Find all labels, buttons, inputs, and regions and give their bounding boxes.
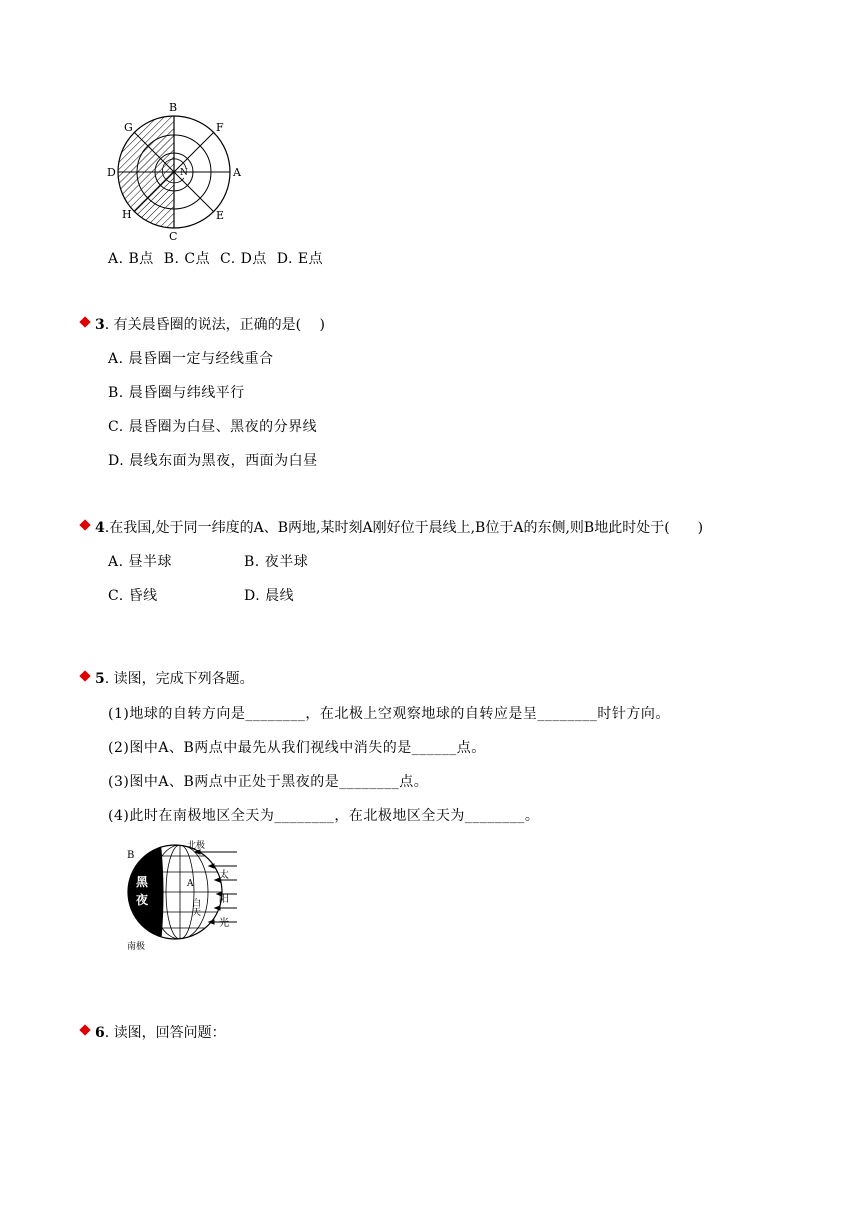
q3-option-d: D. 晨线东面为黑夜，西面为白昼 xyxy=(108,453,318,469)
q5-sub-3: (3)图中A、B两点中正处于黑夜的是________点。 xyxy=(108,774,429,790)
label-night-1: 黑 xyxy=(136,875,149,889)
q3-option-c: C. 晨昏圈为白昼、黑夜的分界线 xyxy=(108,419,318,435)
question-6 xyxy=(95,1022,226,1042)
label-e: E xyxy=(216,209,225,222)
question-3 xyxy=(95,314,325,334)
label-n: N xyxy=(180,168,188,178)
label-sun-2: 阳 xyxy=(219,894,229,905)
earth-illumination-diagram xyxy=(115,836,245,954)
question-3-number: 3 xyxy=(95,317,105,333)
question-6-stem: . 读图，回答问题： xyxy=(104,1025,226,1041)
q2-options: A. B点 B. C点 C. D点 D. E点 xyxy=(108,251,324,267)
question-5-number: 5 xyxy=(95,671,105,687)
question-3-stem: . 有关晨昏圈的说法，正确的是( ) xyxy=(104,317,326,333)
q4-option-c: C. 昏线 xyxy=(108,588,158,604)
question-6-number: 6 xyxy=(95,1025,105,1041)
label-b-point: B xyxy=(127,850,135,861)
q5-sub-2: (2)图中A、B两点中最先从我们视线中消失的是______点。 xyxy=(108,740,486,756)
question-5-stem: . 读图，完成下列各题。 xyxy=(104,671,254,687)
label-night-2: 夜 xyxy=(136,893,149,907)
question-4-stem: .在我国,处于同一纬度的A、B两地,某时刻A刚好位于晨线上,B位于A的东侧,则B地此时处于( ) xyxy=(104,520,704,536)
q3-option-a: A. 晨昏圈一定与经线重合 xyxy=(108,351,274,367)
q3-option-b: B. 晨昏圈与纬线平行 xyxy=(108,385,245,401)
label-a: A xyxy=(233,166,241,179)
label-sun-1: 太 xyxy=(219,870,229,881)
q5-sub-1: (1)地球的自转方向是________，在北极上空观察地球的自转应是呈________时针方向。 xyxy=(108,706,670,722)
question-4-number: 4 xyxy=(95,520,105,536)
label-g: G xyxy=(124,121,133,134)
label-d: D xyxy=(107,166,116,179)
q4-option-b: B. 夜半球 xyxy=(244,554,309,570)
label-south-pole: 南极 xyxy=(127,942,146,952)
question-5 xyxy=(95,668,254,688)
polar-view-diagram xyxy=(100,96,260,246)
q5-sub-4: (4)此时在南极地区全天为________，在北极地区全天为________。 xyxy=(108,808,540,824)
bullet-diamond-icon xyxy=(79,519,90,530)
label-sun-3: 光 xyxy=(219,918,229,929)
label-a-point: A xyxy=(187,879,194,889)
label-h: H xyxy=(122,208,132,221)
bullet-diamond-icon xyxy=(79,316,90,327)
bullet-diamond-icon xyxy=(79,670,90,681)
label-b: B xyxy=(169,101,178,114)
label-day: 白天 xyxy=(190,898,200,916)
question-4 xyxy=(95,517,703,537)
q4-option-a: A. 昼半球 xyxy=(108,554,173,570)
q4-option-d: D. 晨线 xyxy=(244,588,295,604)
label-f: F xyxy=(216,121,224,134)
bullet-diamond-icon xyxy=(79,1024,90,1035)
label-north-pole: 北极 xyxy=(187,841,206,851)
label-c: C xyxy=(169,230,178,243)
